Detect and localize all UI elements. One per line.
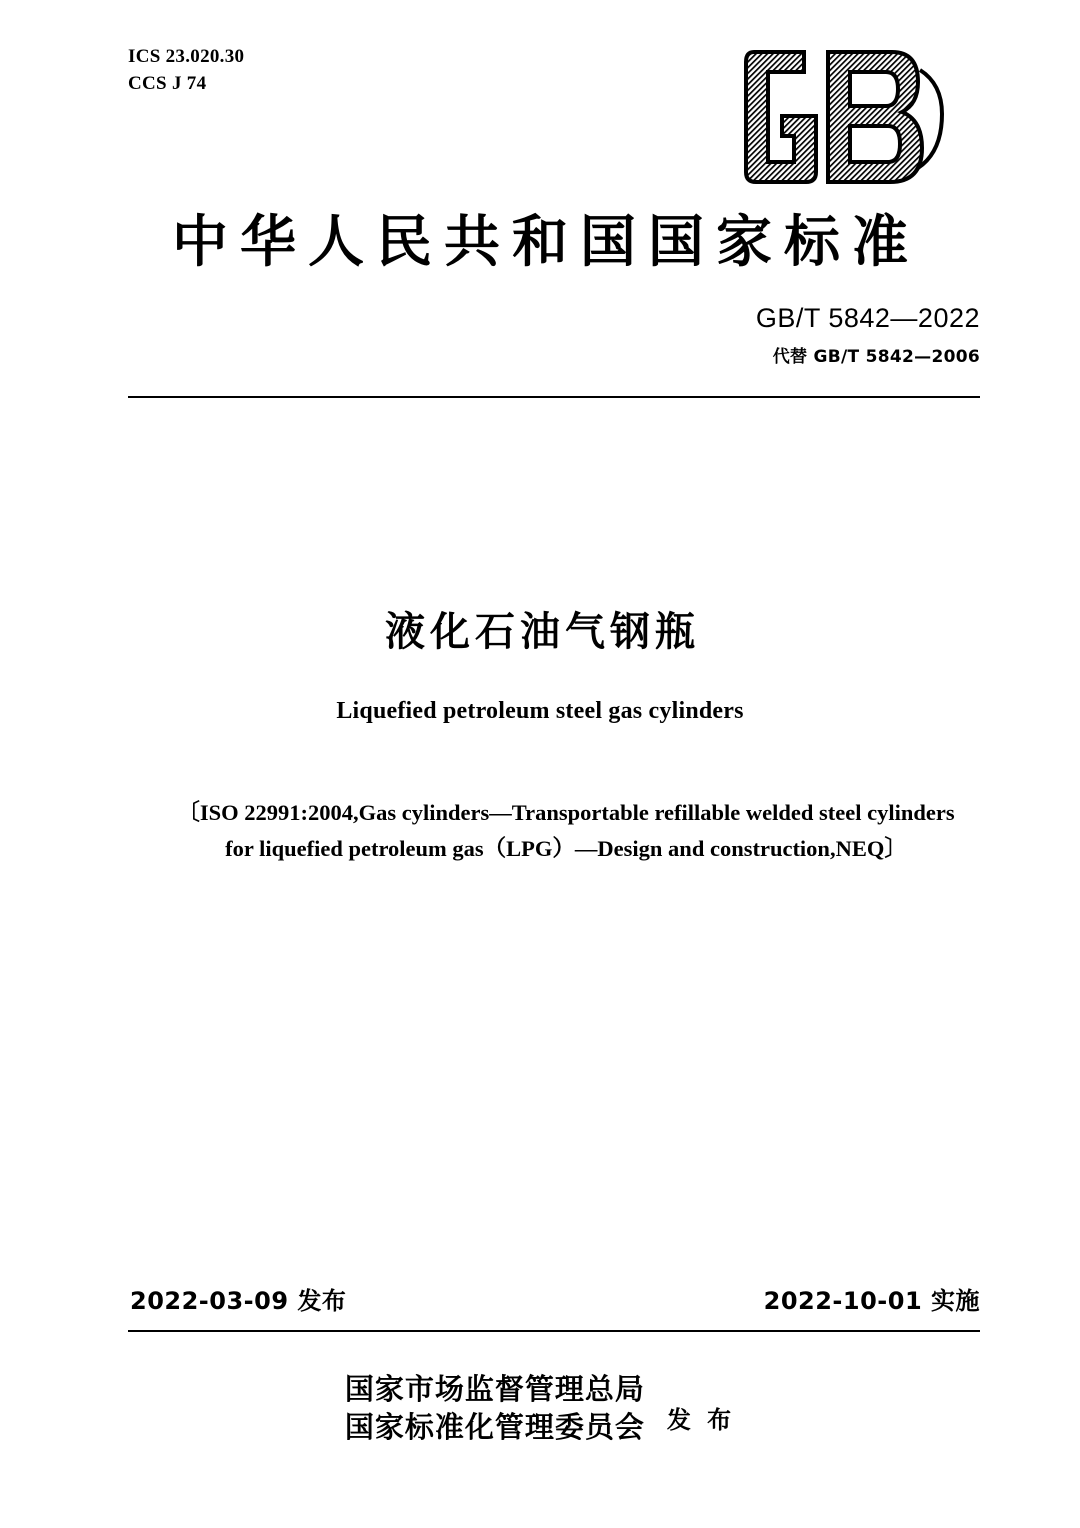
standard-replaces: 代替 GB/T 5842—2006 <box>772 347 980 367</box>
issuer-names <box>345 1370 645 1447</box>
ics-code: ICS 23.020.30 <box>128 46 245 67</box>
issuer-line-2: 国家标准化管理委员会 <box>344 1410 645 1445</box>
document-title-cn: 液化石油气钢瓶 <box>385 609 700 655</box>
divider-top <box>128 396 980 398</box>
issuer-block <box>0 1370 1080 1447</box>
page-title: 中华人民共和国国家标准 <box>172 210 920 275</box>
issue-date: 2022-03-09 发布 <box>130 1287 347 1315</box>
standard-number: GB/T 5842—2022 <box>755 303 980 333</box>
document-title-en: Liquefied petroleum steel gas cylinders <box>336 698 744 724</box>
gb-logo-icon <box>742 44 962 189</box>
ccs-code: CCS J 74 <box>128 72 207 94</box>
iso-reference-line-2: for liquefied petroleum gas（LPG）—Design and construction,NEQ〕 <box>225 836 907 862</box>
issuer-verb: 发 布 <box>666 1405 736 1434</box>
divider-bottom <box>128 1330 980 1332</box>
issuer-line-1: 国家市场监督管理总局 <box>344 1372 645 1406</box>
iso-reference <box>130 795 1002 868</box>
effective-date: 2022-10-01 实施 <box>763 1287 980 1315</box>
ics-ccs-block <box>128 44 244 98</box>
iso-reference-line-1: 〔ISO 22991:2004,Gas cylinders—Transportable refillable welded steel cylinders <box>177 800 955 825</box>
